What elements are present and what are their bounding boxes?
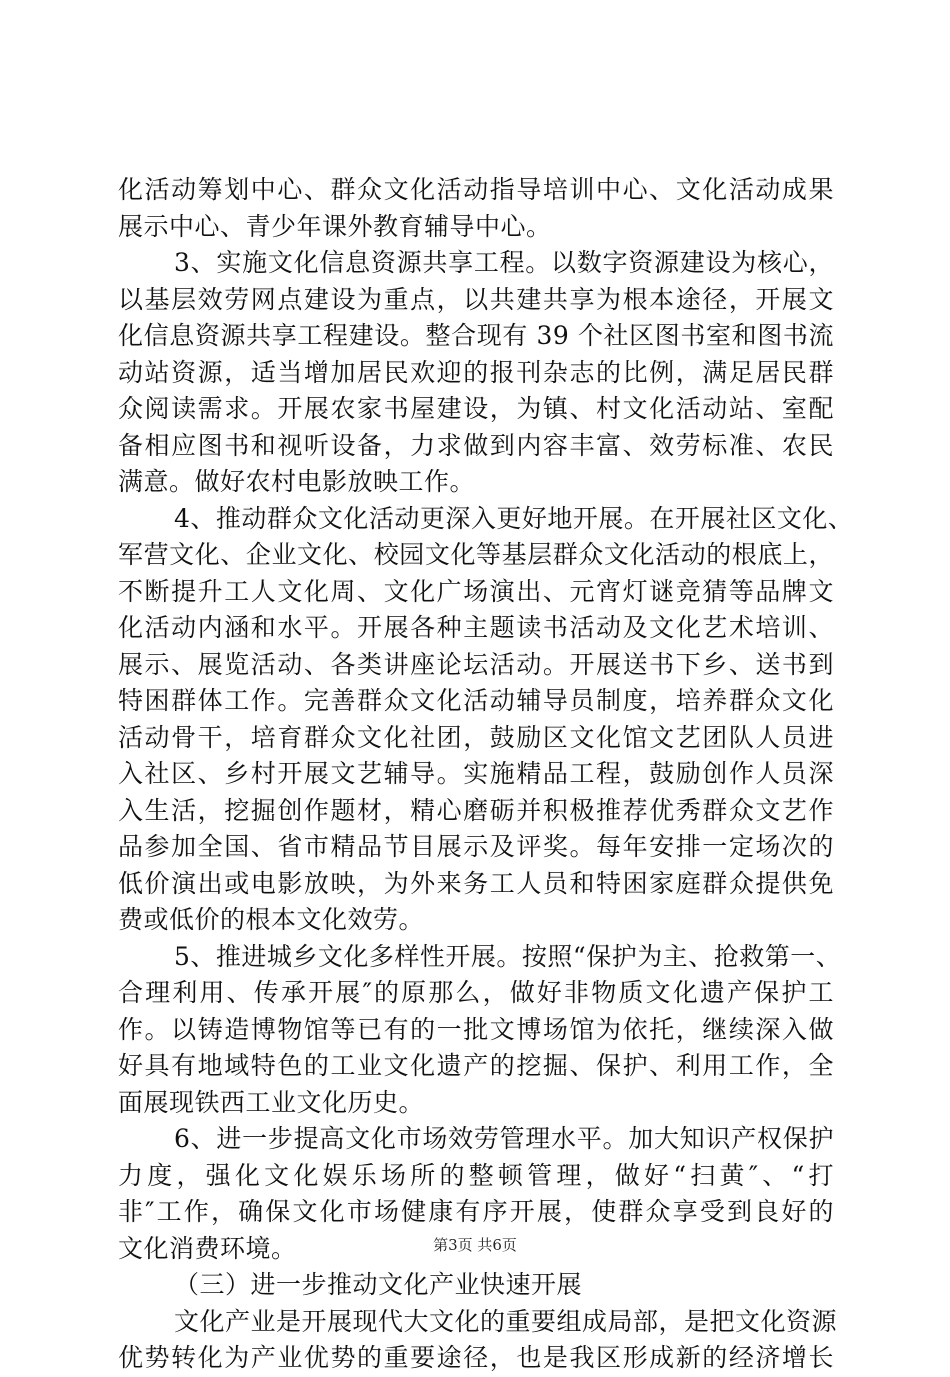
text-line: 6、进一步提高文化市场效劳管理水平。加大知识产权保护 xyxy=(174,1124,834,1153)
text-line: 备相应图书和视听设备，力求做到内容丰富、效劳标准、农民 xyxy=(118,430,834,460)
text-line: 入社区、乡村开展文艺辅导。实施精品工程，鼓励创作人员深 xyxy=(118,759,834,788)
text-line: 低价演出或电影放映，为外来务工人员和特困家庭群众提供免 xyxy=(118,868,834,898)
text-line: 品参加全国、省市精品节目展示及评奖。每年安排一定场次的 xyxy=(118,832,834,861)
text-line: 面展现铁西工业文化历史。 xyxy=(118,1087,425,1117)
text-line: 满意。做好农村电影放映工作。 xyxy=(118,467,476,496)
text-line: 好具有地域特色的工业文化遗产的挖掘、保护、利用工作，全 xyxy=(118,1051,834,1080)
text-line: 作。以铸造博物馆等已有的一批文博场馆为依托，继续深入做 xyxy=(118,1014,834,1044)
text-line: 合理利用、传承开展″的原那么，做好非物质文化遗产保护工 xyxy=(118,978,834,1007)
text-line: 化活动筹划中心、群众文化活动指导培训中心、文化活动成果 xyxy=(118,175,834,204)
text-line: 动站资源，适当增加居民欢迎的报刊杂志的比例，满足居民群 xyxy=(118,357,834,387)
text-line: 以基层效劳网点建设为重点，以共建共享为根本途径，开展文 xyxy=(118,284,834,314)
text-line: 3、实施文化信息资源共享工程。以数字资源建设为核心， xyxy=(174,248,834,277)
text-line: 众阅读需求。开展农家书屋建设，为镇、村文化活动站、室配 xyxy=(118,394,834,423)
text-line: 特困群体工作。完善群众文化活动辅导员制度，培养群众文化 xyxy=(118,686,834,715)
text-line: 优势转化为产业优势的重要途径，也是我区形成新的经济增长 xyxy=(118,1343,834,1372)
text-line: 文化消费环境。 xyxy=(118,1233,297,1263)
page-footer: 第3页 共6页 xyxy=(433,1236,517,1254)
text-line: （三）进一步推动文化产业快速开展 xyxy=(174,1270,583,1299)
text-line: 化活动内涵和水平。开展各种主题读书活动及文化艺术培训、 xyxy=(118,613,834,642)
text-line: 4、推动群众文化活动更深入更好地开展。在开展社区文化、 xyxy=(174,503,854,533)
text-line: 费或低价的根本文化效劳。 xyxy=(118,905,425,934)
text-line: 不断提升工人文化周、文化广场演出、元宵灯谜竞猜等品牌文 xyxy=(118,576,834,606)
text-line: 展示中心、青少年课外教育辅导中心。 xyxy=(118,211,552,241)
text-line: 活动骨干，培育群众文化社团，鼓励区文化馆文艺团队人员进 xyxy=(118,722,834,752)
text-line: 非″工作，确保文化市场健康有序开展，使群众享受到良好的 xyxy=(118,1197,834,1226)
body-text xyxy=(118,172,854,1377)
text-line: 力度，强化文化娱乐场所的整顿管理，做好“扫黄″、“打 xyxy=(118,1160,834,1190)
text-line: 化信息资源共享工程建设。整合现有 39 个社区图书室和图书流 xyxy=(118,321,834,350)
text-line: 文化产业是开展现代大文化的重要组成局部，是把文化资源 xyxy=(174,1306,838,1336)
text-line: 军营文化、企业文化、校园文化等基层群众文化活动的根底上， xyxy=(118,540,834,569)
text-line: 5、推进城乡文化多样性开展。按照“保护为主、抢救第一、 xyxy=(174,941,842,971)
text-line: 展示、展览活动、各类讲座论坛活动。开展送书下乡、送书到 xyxy=(118,649,834,679)
text-line: 入生活，挖掘创作题材，精心磨砺并积极推荐优秀群众文艺作 xyxy=(118,795,834,825)
